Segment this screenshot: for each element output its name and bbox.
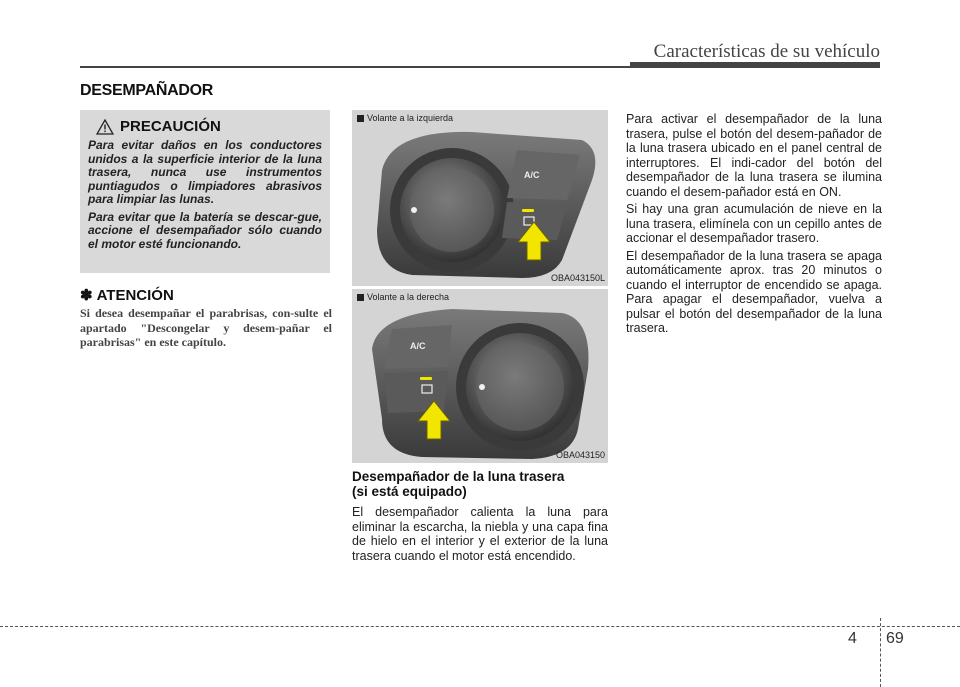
- attention-body: Si desea desempañar el parabrisas, con-sulte el apartado "Descongelar y desem-pañar el parabrisas" en este capítulo.: [80, 306, 332, 349]
- figure-caption-text: Volante a la izquierda: [367, 113, 454, 123]
- climate-panel-illustration: [352, 289, 608, 463]
- chapter-title: Características de su vehículo: [653, 41, 880, 62]
- caution-paragraph: Para evitar daños en los conductores unidos a la superficie interior de la luna trasera, nunca use instrumentos puntiagudos o limpiadores abrasivos para limpiar las lunas.: [88, 138, 322, 206]
- figure-caption: [357, 113, 453, 123]
- body-paragraph: Para activar el desempañador de la luna trasera, pulse el botón del desem-pañador de la luna trasera ubicado en el panel central de interruptores. El indi-cador del botón del desempañador de la luna trasera se ilumina cuando el desem-pañador está en ON.: [626, 112, 882, 199]
- caution-title: PRECAUCIÓN: [120, 118, 221, 135]
- footer-divider: [880, 618, 881, 687]
- body-paragraph: El desempañador de la luna trasera se apaga automáticamente aprox. tras 20 minutos o cuando el interruptor de encendido se apaga. Para apagar el desempañador, vuelva a pulsar el botón del desempañador de la luna trasera.: [626, 248, 882, 335]
- ac-button-label: A/C: [410, 341, 426, 351]
- caution-header: [96, 118, 322, 135]
- right-column: [626, 112, 882, 339]
- figure-code: OBA043150L: [550, 273, 605, 283]
- caution-box: [80, 110, 330, 273]
- page-number: 69: [886, 630, 904, 647]
- figure-caption: [357, 292, 449, 302]
- attention-symbol-icon: ✽: [80, 287, 93, 304]
- figure-left-hand-drive: [352, 110, 608, 286]
- figure-caption-text: Volante a la derecha: [367, 292, 450, 302]
- caution-paragraph: Para evitar que la batería se descar-gue, accione el desempañador sólo cuando el motor esté funcionando.: [88, 209, 322, 251]
- figure-right-hand-drive: [352, 289, 608, 463]
- defroster-indicator: [420, 377, 432, 380]
- figure-code: OBA043150: [555, 450, 605, 460]
- footer-rule: [0, 626, 960, 627]
- ac-button-label: A/C: [524, 170, 540, 180]
- rear-defroster-title: [352, 469, 608, 499]
- rear-defroster-body: El desempañador calienta la luna para eliminar la escarcha, la niebla y una capa fina de hielo en el interior y el exterior de la luna trasera cuando el motor está encendido.: [352, 505, 608, 563]
- bullet-square-icon: [357, 294, 364, 301]
- attention-title: [80, 286, 174, 304]
- section-title: DESEMPAÑADOR: [80, 82, 214, 99]
- chapter-number: 4: [848, 630, 857, 647]
- warning-triangle-icon: [96, 119, 114, 135]
- defroster-indicator: [522, 209, 534, 212]
- body-paragraph: Si hay una gran acumulación de nieve en la luna trasera, elimínela con un cepillo antes de accionar el desempañador trasero.: [626, 202, 882, 245]
- climate-panel-illustration: [352, 110, 608, 286]
- bullet-square-icon: [357, 115, 364, 122]
- attention-title-text: ATENCIÓN: [96, 286, 174, 304]
- header-band: [630, 62, 880, 67]
- rear-defroster-title-line: (si está equipado): [352, 484, 467, 499]
- rear-defroster-title-line: Desempañador de la luna trasera: [352, 469, 565, 484]
